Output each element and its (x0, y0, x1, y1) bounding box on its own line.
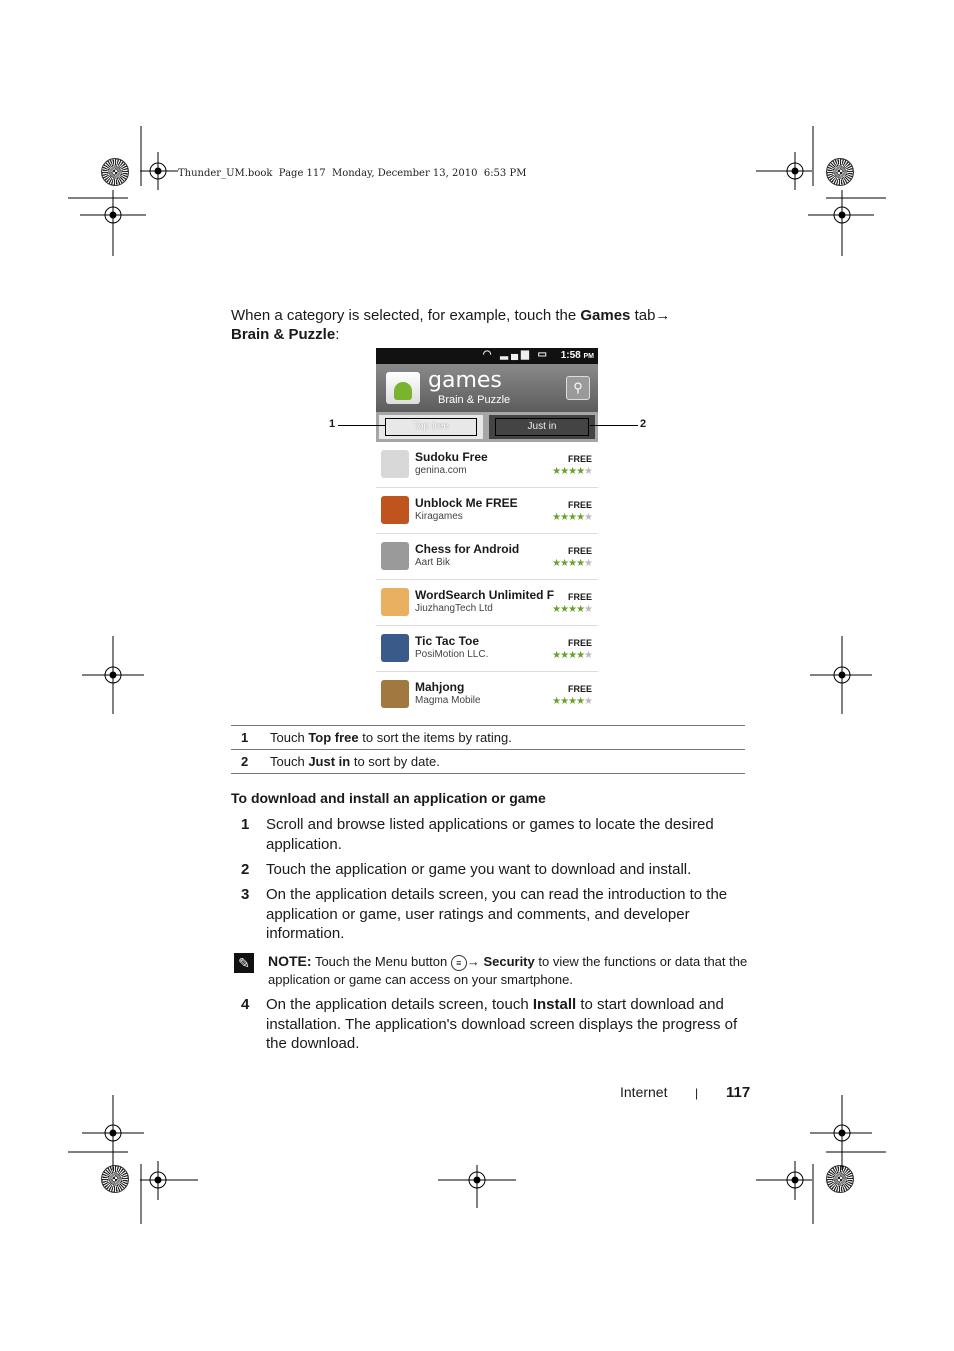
rating-stars-icon: ★★★★★ (552, 466, 592, 477)
app-name: Tic Tac Toe (415, 634, 480, 648)
app-list-item[interactable] (376, 580, 598, 626)
intro-games: Games (580, 307, 631, 324)
callout-row-number: 1 (241, 730, 249, 745)
app-icon (381, 542, 409, 570)
note-pencil-icon: ✎ (234, 953, 254, 973)
step-number: 1 (241, 816, 250, 833)
step-text: Touch the application or game you want to download and install. (266, 861, 692, 878)
app-list-item[interactable] (376, 672, 598, 714)
note-security: Security (483, 954, 535, 969)
callout-row (231, 750, 745, 774)
step-text: On the application details screen, you can read the introduction to the application or game, user ratings and comments, and developer information. (266, 886, 728, 942)
callout-2: 2 (640, 418, 647, 430)
app-list-item[interactable] (376, 488, 598, 534)
step-text: Scroll and browse listed applications or games to locate the desired application. (266, 816, 714, 853)
status-bar (376, 348, 598, 364)
step-text: to start download and installation. The application's download screen displays the progress of the download. (266, 996, 738, 1052)
app-publisher: Kiragames (415, 511, 463, 522)
app-icon (381, 588, 409, 616)
callout-row-bold: Just in (308, 754, 351, 769)
tab-top-free-label: Top free (385, 418, 477, 436)
callout-1: 1 (329, 418, 336, 430)
note-arrow: → (466, 954, 484, 969)
status-ampm: PM (583, 353, 594, 360)
rating-stars-icon: ★★★★★ (552, 512, 592, 523)
app-publisher: PosiMotion LLC. (415, 649, 489, 660)
app-publisher: JiuzhangTech Ltd (415, 603, 493, 614)
intro-text-mid: tab→ (630, 307, 671, 324)
note-text: to view the functions or data that the application or game can access on your smartphone. (268, 954, 748, 987)
app-icon (381, 634, 409, 662)
app-price: FREE (567, 684, 592, 694)
intro-text: When a category is selected, for example, touch the (231, 307, 581, 324)
tab-just-in[interactable] (489, 415, 595, 439)
rating-stars-icon: ★★★★★ (552, 696, 592, 707)
callout-row-text: to sort by date. (350, 754, 440, 769)
section-heading: To download and install an application or game (231, 790, 546, 806)
app-name: WordSearch Unlimited F (415, 588, 555, 602)
app-price: FREE (567, 592, 592, 602)
menu-button-icon: ≡ (451, 955, 467, 971)
app-name: Chess for Android (415, 542, 520, 556)
tab-top-free[interactable] (379, 415, 483, 439)
status-time: 1:58 (560, 350, 581, 361)
step-number: 3 (241, 886, 250, 903)
callout-row-text: to sort the items by rating. (358, 730, 512, 745)
page-number: 117 (726, 1084, 751, 1101)
app-icon (381, 450, 409, 478)
sort-tabs (376, 412, 598, 442)
callout-2-leader (590, 425, 638, 426)
app-publisher: genina.com (415, 465, 467, 476)
rating-stars-icon: ★★★★★ (552, 604, 592, 615)
market-bag-icon (386, 372, 420, 404)
callout-row-text: Touch (270, 730, 309, 745)
app-name: Mahjong (415, 680, 465, 694)
callout-row-bold: Top free (308, 730, 359, 745)
app-price: FREE (567, 546, 592, 556)
app-name: Sudoku Free (415, 450, 488, 464)
app-publisher: Magma Mobile (415, 695, 481, 706)
search-icon[interactable]: ⚲ (566, 376, 590, 400)
callout-row (231, 726, 745, 750)
rating-stars-icon: ★★★★★ (552, 650, 592, 661)
app-list (376, 442, 598, 714)
step-text: On the application details screen, touch (266, 996, 533, 1013)
step-number: 4 (241, 996, 250, 1013)
footer-section: Internet (620, 1084, 668, 1100)
category-title: games (428, 368, 502, 393)
app-list-item[interactable] (376, 442, 598, 488)
app-list-item[interactable] (376, 534, 598, 580)
intro-paragraph (231, 306, 751, 344)
app-list-item[interactable] (376, 626, 598, 672)
intro-brain-puzzle: Brain & Puzzle (231, 326, 336, 343)
market-screenshot (376, 348, 598, 714)
step-number: 2 (241, 861, 250, 878)
app-icon (381, 680, 409, 708)
app-price: FREE (567, 500, 592, 510)
app-price: FREE (567, 454, 592, 464)
note-label: NOTE: (268, 953, 312, 969)
app-price: FREE (567, 638, 592, 648)
category-subtitle: Brain & Puzzle (438, 394, 511, 406)
tab-just-in-label: Just in (495, 418, 589, 436)
callout-table (231, 725, 745, 774)
callout-1-leader (338, 425, 385, 426)
callout-row-number: 2 (241, 754, 249, 769)
app-name: Unblock Me FREE (415, 496, 518, 510)
step-install: Install (532, 996, 577, 1013)
intro-colon: : (335, 326, 340, 343)
app-icon (381, 496, 409, 524)
note-text: Touch the Menu button (311, 954, 451, 969)
print-header-meta: Thunder_UM.book Page 117 Monday, December 13, 2010 6:53 PM (178, 168, 527, 179)
status-icons: ◠ ▂▄▆ ▭ (482, 349, 550, 360)
footer-separator: | (695, 1086, 699, 1100)
rating-stars-icon: ★★★★★ (552, 558, 592, 569)
market-title-bar (376, 364, 598, 412)
callout-row-text: Touch (270, 754, 309, 769)
app-publisher: Aart Bik (415, 557, 451, 568)
